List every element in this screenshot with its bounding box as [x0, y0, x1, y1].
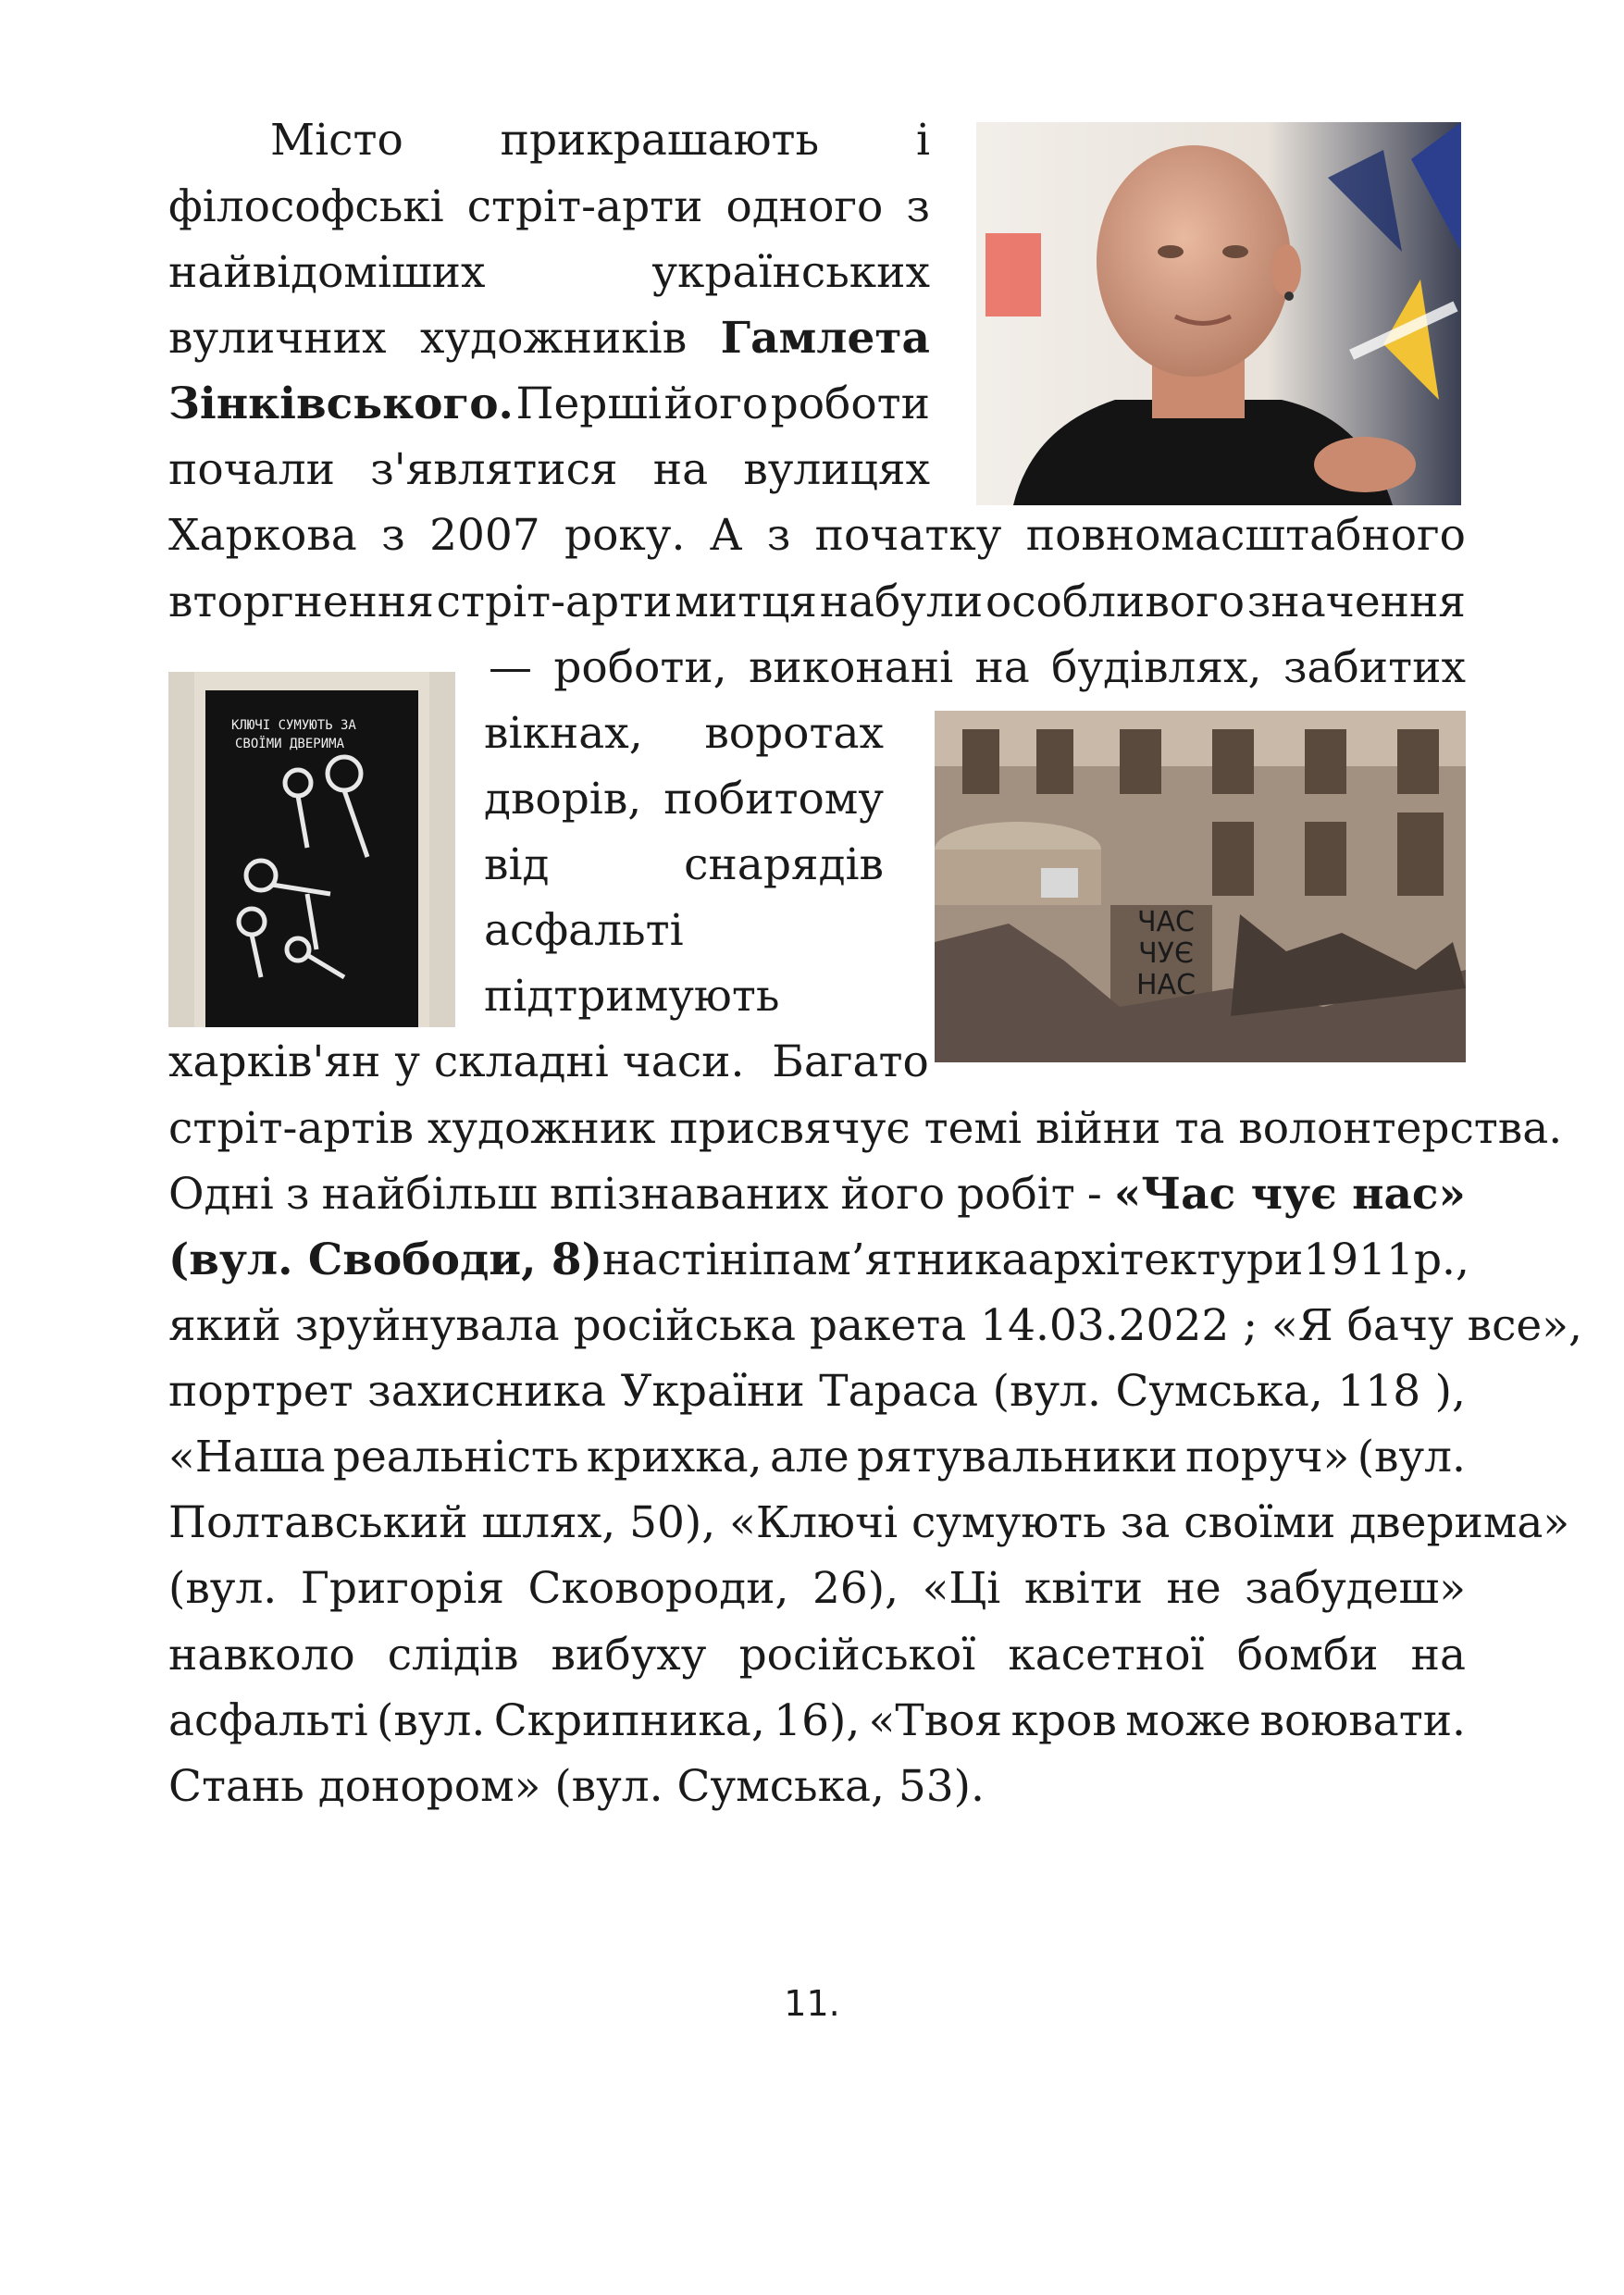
- word: воротах: [704, 708, 884, 759]
- word: Григорія: [300, 1563, 504, 1614]
- word: крихка,: [586, 1432, 762, 1482]
- word: вулицях: [743, 444, 930, 495]
- word: стріт-арти: [436, 577, 673, 627]
- word: митця: [675, 577, 817, 627]
- word: особливого: [985, 577, 1246, 627]
- word: забитих: [1283, 642, 1466, 693]
- word: роботи,: [553, 642, 727, 693]
- word: виконані: [748, 642, 954, 693]
- word: ),: [1434, 1366, 1466, 1417]
- text-line-8: [168, 577, 1466, 627]
- word: року.: [564, 510, 686, 561]
- word: (вул.: [377, 1695, 486, 1746]
- word: А: [709, 510, 743, 561]
- text-line-11: [484, 774, 884, 825]
- artwork-address: (вул. Свободи, 8): [168, 1234, 602, 1285]
- text-line-24: [168, 1630, 1466, 1681]
- word: архітектури: [1027, 1234, 1304, 1285]
- text-line-6: [168, 444, 930, 495]
- text-line-15: харків'ян у складні часи. Багато: [168, 1036, 929, 1087]
- word: (вул.: [992, 1366, 1101, 1417]
- text-line-1: [168, 115, 930, 166]
- word: забудеш»: [1245, 1563, 1466, 1614]
- text-line-3: [168, 247, 930, 298]
- word: дворів,: [484, 774, 642, 825]
- word: 1911: [1303, 1234, 1414, 1285]
- word: асфальті: [168, 1695, 368, 1746]
- word: Перші: [515, 378, 663, 429]
- word: бомби: [1236, 1630, 1379, 1681]
- text-line-21: [168, 1432, 1466, 1482]
- word: художників: [420, 313, 688, 364]
- word: -: [1086, 1169, 1102, 1220]
- word: впізнаваних: [549, 1169, 829, 1220]
- word: почали: [168, 444, 335, 495]
- word: повномасштабного: [1025, 510, 1466, 561]
- word: з'являтися: [370, 444, 618, 495]
- word: Тараса: [819, 1366, 979, 1417]
- word: Гамлета: [720, 313, 930, 364]
- text-line-14: підтримують: [484, 971, 780, 1022]
- word: (вул.: [1357, 1432, 1466, 1482]
- word: поруч»: [1185, 1432, 1350, 1482]
- word: філософські: [168, 181, 444, 232]
- page-number: 11.: [784, 1983, 840, 2024]
- word: Харкова: [168, 510, 357, 561]
- word: кров: [1010, 1695, 1117, 1746]
- word: найвідоміших: [168, 247, 486, 298]
- word: стріт-арти: [466, 181, 703, 232]
- word: з: [285, 1169, 310, 1220]
- word: захисника: [367, 1366, 607, 1417]
- word: вибуху: [551, 1630, 707, 1681]
- artist-name: Зінківського.: [168, 378, 514, 429]
- word: портрет: [168, 1366, 353, 1417]
- word: українських: [651, 247, 930, 298]
- word: будівлях,: [1051, 642, 1262, 693]
- word: з: [766, 510, 791, 561]
- word: 16),: [774, 1695, 861, 1746]
- word: російської: [738, 1630, 976, 1681]
- text-line-19: який зруйнувала російська ракета 14.03.2022 ; «Я бачу все»,: [168, 1300, 1582, 1351]
- text-line-4: [168, 313, 930, 364]
- word: не: [1166, 1563, 1221, 1614]
- word: 2007: [429, 510, 540, 561]
- word: набули: [819, 577, 984, 627]
- word: воювати.: [1259, 1695, 1466, 1746]
- text-line-12: [484, 839, 884, 890]
- word: його: [840, 1169, 945, 1220]
- word: рятувальники: [857, 1432, 1178, 1482]
- word: початку: [814, 510, 1002, 561]
- word: слідів: [387, 1630, 519, 1681]
- artwork-title: «Час чує нас»: [1113, 1169, 1466, 1220]
- word: побитому: [663, 774, 884, 825]
- word: вторгнення: [168, 577, 434, 627]
- ruined-building-streetart-photo: [935, 711, 1466, 1062]
- word: від: [484, 839, 550, 890]
- text-line-13: асфальті: [484, 905, 684, 956]
- text-line-7: [168, 510, 1466, 561]
- text-line-5: [168, 378, 930, 429]
- word: Сумська,: [1115, 1366, 1323, 1417]
- word: «Твоя: [868, 1695, 1003, 1746]
- word: на: [974, 642, 1030, 693]
- word: з: [381, 510, 405, 561]
- word: на: [652, 444, 709, 495]
- word: р.,: [1413, 1234, 1469, 1285]
- word: прикрашають: [500, 115, 820, 166]
- word: 26),: [812, 1563, 899, 1614]
- text-line-23: [168, 1563, 1466, 1614]
- word: значення: [1246, 577, 1466, 627]
- word: Місто: [270, 115, 403, 166]
- word: вікнах,: [484, 708, 643, 759]
- text-line-20: [168, 1366, 1466, 1417]
- text-line-26: Стань донором» (вул. Сумська, 53).: [168, 1761, 985, 1812]
- word: може: [1125, 1695, 1252, 1746]
- word: на: [601, 1234, 658, 1285]
- ruin-text-3: НАС: [1135, 969, 1196, 1001]
- word: —: [489, 642, 532, 693]
- text-line-22: Полтавський шлях, 50), «Ключі сумують за своїми дверима»: [168, 1497, 1570, 1548]
- ruin-text-1: ЧАС: [1136, 906, 1196, 938]
- keys-door-streetart-photo: [168, 672, 455, 1027]
- word: одного: [725, 181, 884, 232]
- word: «Ці: [922, 1563, 1001, 1614]
- text-line-17: [168, 1169, 1466, 1220]
- word: пам’ятника: [762, 1234, 1028, 1285]
- word: з: [906, 181, 930, 232]
- word: його: [663, 378, 769, 429]
- word: навколо: [168, 1630, 355, 1681]
- word: робіт: [957, 1169, 1075, 1220]
- word: «Наша: [168, 1432, 326, 1482]
- word: України: [620, 1366, 805, 1417]
- word: Одні: [168, 1169, 274, 1220]
- word: 118: [1337, 1366, 1421, 1417]
- artist-portrait-photo: [976, 122, 1461, 505]
- word: вуличних: [168, 313, 387, 364]
- text-line-2: [168, 181, 930, 232]
- word: стіні: [657, 1234, 762, 1285]
- word: Скрипника,: [493, 1695, 765, 1746]
- word: але: [769, 1432, 849, 1482]
- word: найбільш: [321, 1169, 538, 1220]
- word: касетної: [1008, 1630, 1205, 1681]
- keys-door-text-2: СВОЇМИ ДВЕРИМА: [235, 737, 345, 751]
- word: і: [915, 115, 930, 166]
- word: квіти: [1023, 1563, 1144, 1614]
- word: (вул.: [168, 1563, 278, 1614]
- word: Сковороди,: [527, 1563, 789, 1614]
- text-line-25: [168, 1695, 1466, 1746]
- text-line-18: [168, 1234, 1469, 1285]
- ruin-text-2: ЧУЄ: [1138, 937, 1194, 970]
- text-line-16: стріт-артів художник присвячує темі війни та волонтерства.: [168, 1103, 1563, 1154]
- word: снарядів: [684, 839, 884, 890]
- keys-door-text-1: КЛЮЧІ СУМУЮТЬ ЗА: [231, 718, 356, 733]
- text-line-10: [484, 708, 884, 759]
- word: реальність: [332, 1432, 579, 1482]
- word: роботи: [770, 378, 930, 429]
- word: на: [1410, 1630, 1466, 1681]
- text-line-9: [489, 642, 1466, 693]
